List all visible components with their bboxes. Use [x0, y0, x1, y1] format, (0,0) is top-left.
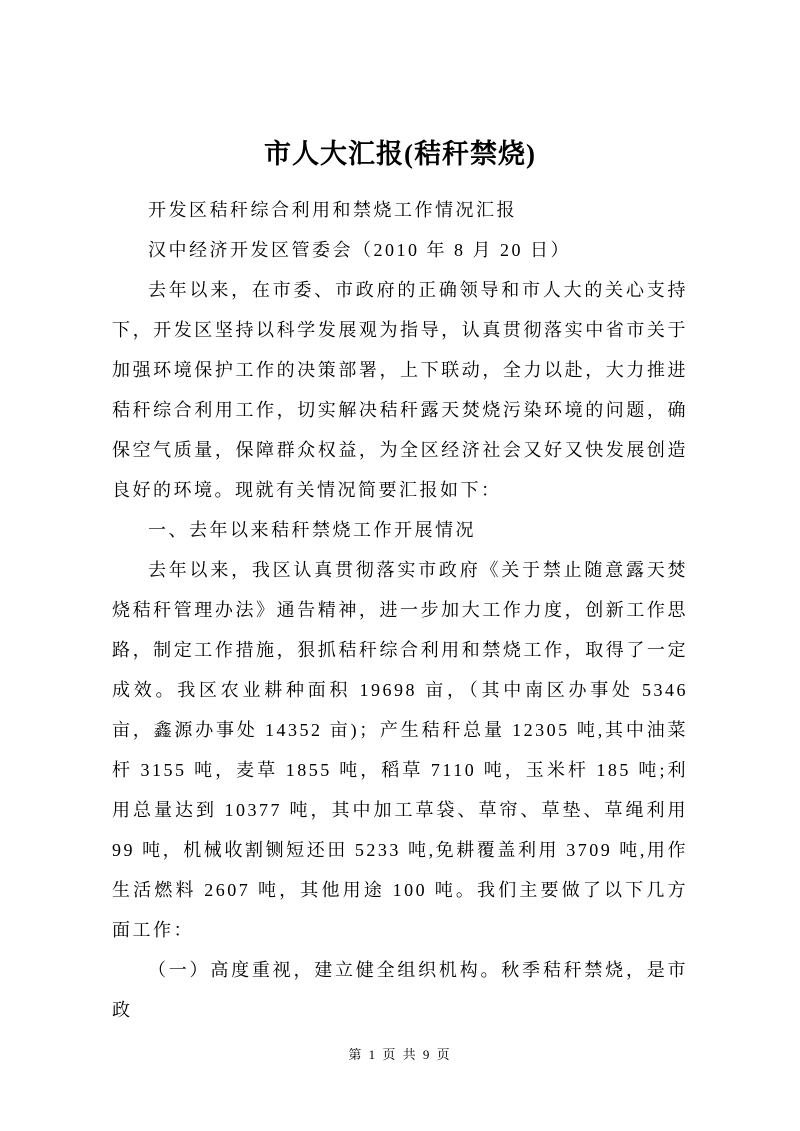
paragraph-subtitle: 开发区秸秆综合利用和禁烧工作情况汇报 — [148, 200, 517, 220]
paragraph-intro: 去年以来，在市委、市政府的正确领导和市人大的关心支持下，开发区坚持以科学发展观为指导，认真贯彻落实中省市关于加强环境保护工作的决策部署，上下联动，全力以赴，大力推进秸秆综合利用工作，切实解决秸秆露天焚烧污染环境的问题，确保空气质量，保障群众权益，为全区经济社会又好又快发展创造良好的环境。现就有关情况简要汇报如下： — [112, 280, 688, 500]
page-number-footer: 第 1 页 共 9 页 — [348, 1047, 452, 1062]
paragraph-section-body: 去年以来，我区认真贯彻落实市政府《关于禁止随意露天焚烧秸秆管理办法》通告精神，进一步加大工作力度，创新工作思路，制定工作措施，狠抓秸秆综合利用和禁烧工作，取得了一定成效。我区农业耕种面积 19698 亩，（其中南区办事处 5346 亩，鑫源办事处 14352 亩)；产生秸秆总量 12305 吨,其中油菜杆 3155 吨，麦草 1855 吨，稻草 7110 吨，玉米杆 185 吨;利用总量达到 10377 吨，其中加工草袋、草帘、草垫、草绳利用 99 吨，机械收割铡短还田 5233 吨,免耕覆盖利用 3709 吨,用作生活燃料 2607 吨，其他用途 100 吨。我们主要做了以下几方面工作： — [112, 560, 688, 940]
paragraph-subsection-start: （一）高度重视，建立健全组织机构。秋季秸秆禁烧，是市政 — [112, 960, 688, 1020]
paragraph-section-heading: 一、去年以来秸秆禁烧工作开展情况 — [148, 520, 476, 540]
document-content — [112, 132, 688, 1030]
paragraph-author-date: 汉中经济开发区管委会（2010 年 8 月 20 日） — [148, 240, 571, 260]
document-title: 市人大汇报(秸秆禁烧) — [264, 139, 536, 169]
